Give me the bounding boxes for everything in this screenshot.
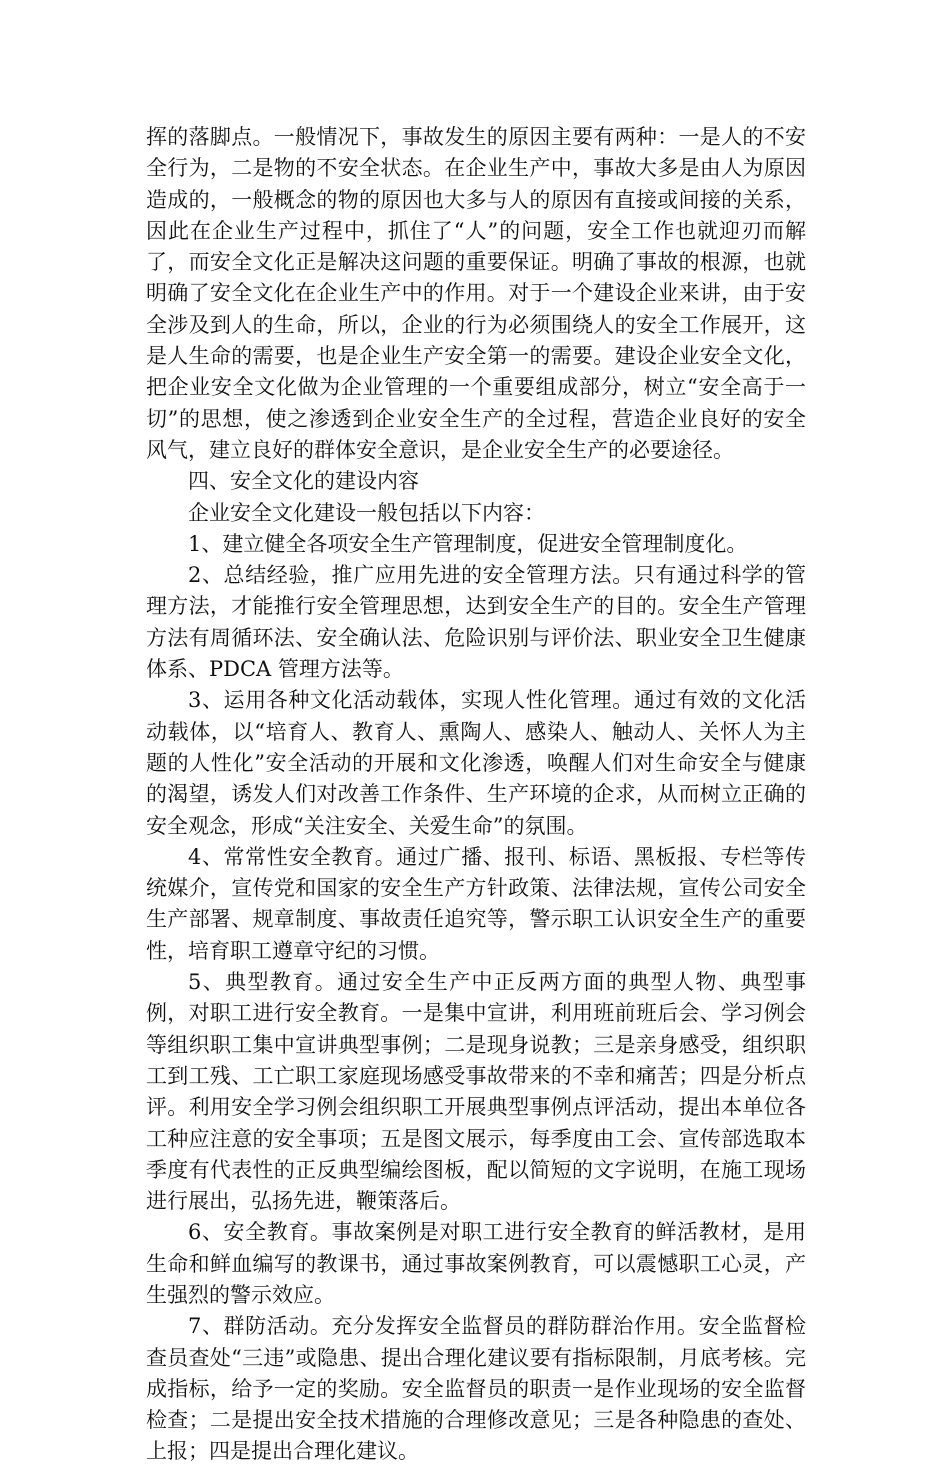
list-item-7: 7、群防活动。充分发挥安全监督员的群防群治作用。安全监督检查员查处“三违”或隐患、提出合理化建议要有指标限制，月底考核。完成指标，给予一定的奖励。安全监督员的职责一是作业现场的安全监督检查；二是提出安全技术措施的合理修改意见；三是各种隐患的查处、上报；四是提出合理化建议。 [146, 1314, 806, 1464]
list-item-4: 4、常常性安全教育。通过广播、报刊、标语、黑板报、专栏等传统媒介，宣传党和国家的安全生产方针政策、法律法规，宣传公司安全生产部署、规章制度、事故责任追究等，警示职工认识安全生产的重要性，培育职工遵章守纪的习惯。 [146, 844, 806, 963]
document-body [146, 122, 806, 1468]
paragraph-intro: 企业安全文化建设一般包括以下内容： [188, 500, 545, 525]
list-item-2: 2、总结经验，推广应用先进的安全管理方法。只有通过科学的管理方法，才能推行安全管理思想，达到安全生产的目的。安全生产管理方法有周循环法、安全确认法、危险识别与评价法、职业安全卫生健康体系、PDCA 管理方法等。 [146, 563, 806, 682]
list-item-5: 5、典型教育。通过安全生产中正反两方面的典型人物、典型事例，对职工进行安全教育。一是集中宣讲，利用班前班后会、学习例会等组织职工集中宣讲典型事例；二是现身说教；三是亲身感受，组织职工到工残、工亡职工家庭现场感受事故带来的不幸和痛苦；四是分析点评。利用安全学习例会组织职工开展典型事例点评活动，提出本单位各工种应注意的安全事项；五是图文展示，每季度由工会、宣传部选取本季度有代表性的正反典型编绘图板，配以简短的文字说明，在施工现场进行展出，弘扬先进，鞭策落后。 [146, 970, 806, 1214]
list-item-3: 3、运用各种文化活动载体，实现人性化管理。通过有效的文化活动载体，以“培育人、教育人、熏陶人、感染人、触动人、关怀人为主题的人性化”安全活动的开展和文化渗透，唤醒人们对生命安全与健康的渴望，诱发人们对改善工作条件、生产环境的企求，从而树立正确的安全观念，形成“关注安全、关爱生命”的氛围。 [146, 688, 806, 838]
section-heading: 四、安全文化的建设内容 [188, 469, 419, 494]
list-item-1: 1、建立健全各项安全生产管理制度，促进安全管理制度化。 [188, 531, 748, 556]
list-item-6: 6、安全教育。事故案例是对职工进行安全教育的鲜活教材，是用生命和鲜血编写的教课书，通过事故案例教育，可以震憾职工心灵，产生强烈的警示效应。 [146, 1220, 806, 1307]
paragraph-continuation: 挥的落脚点。一般情况下，事故发生的原因主要有两种：一是人的不安全行为，二是物的不安全状态。在企业生产中，事故大多是由人为原因造成的，一般概念的物的原因也大多与人的原因有直接或间接的关系，因此在企业生产过程中，抓住了“人”的问题，安全工作也就迎刃而解了，而安全文化正是解决这问题的重要保证。明确了事故的根源，也就明确了安全文化在企业生产中的作用。对于一个建设企业来讲，由于安全涉及到人的生命，所以，企业的行为必须围绕人的安全工作展开，这是人生命的需要，也是企业生产安全第一的需要。建设企业安全文化，把企业安全文化做为企业管理的一个重要组成部分，树立“安全高于一切”的思想，使之渗透到企业安全生产的全过程，营造企业良好的安全风气，建立良好的群体安全意识，是企业安全生产的必要途径。 [146, 125, 806, 462]
